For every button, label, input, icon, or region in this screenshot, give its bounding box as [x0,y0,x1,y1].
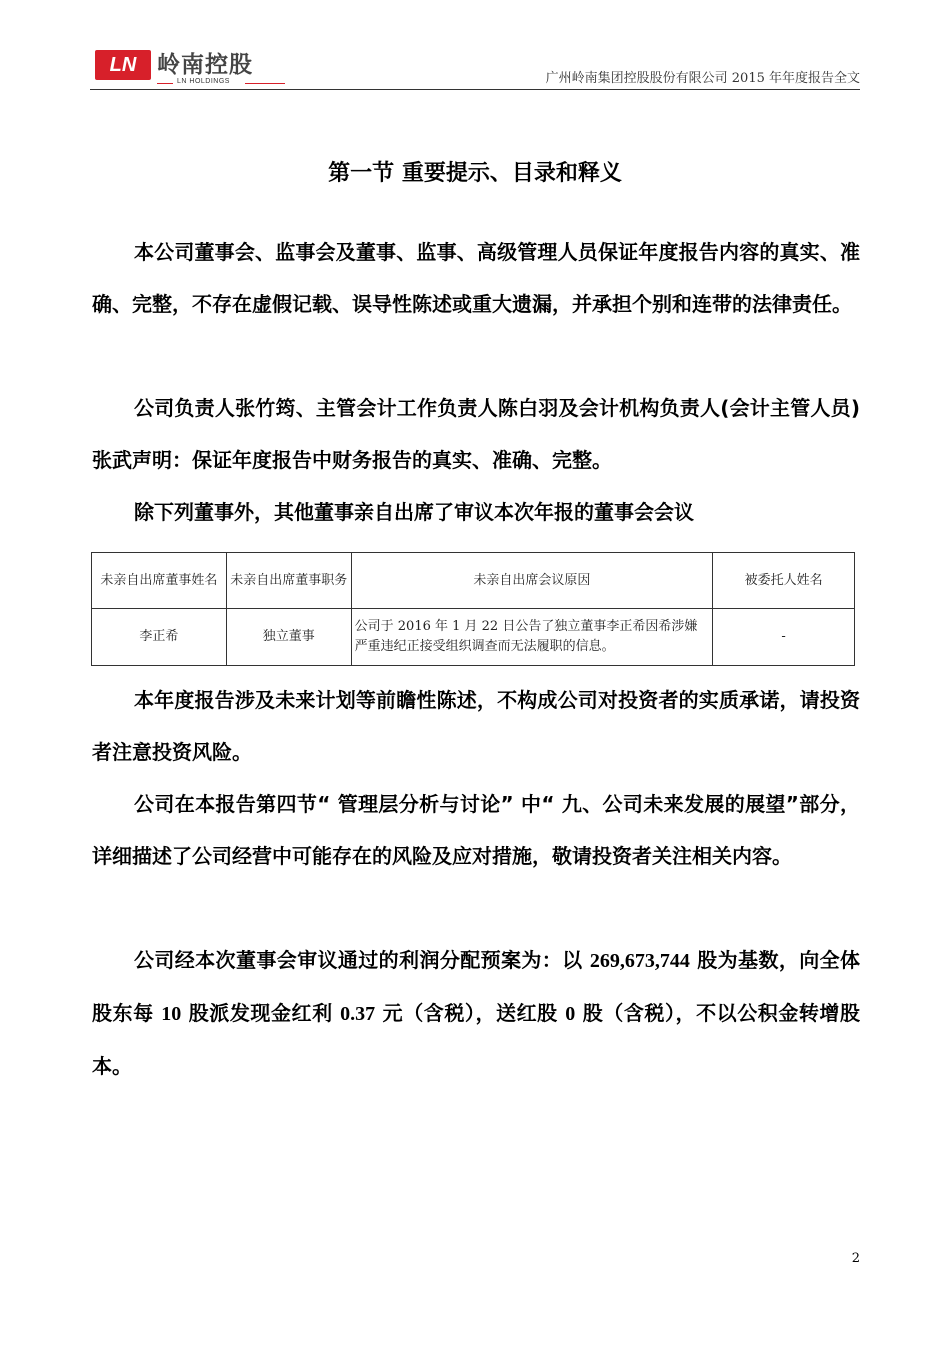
table-header: 未亲自出席董事姓名 [92,553,227,609]
text-fragment: 股为基数，向全体股东每 [92,948,860,1025]
director-position-cell: 独立董事 [226,609,351,666]
document-title: 广州岭南集团控股股份有限公司 2015 年年度报告全文 [545,71,860,86]
header-divider [90,89,860,90]
dividend-amount: 0.37 [340,1003,376,1025]
text-fragment: 股（含税），不以公积金转增股本。 [92,1001,860,1078]
share-base-number: 269,673,744 [589,950,690,972]
table-header: 未亲自出席董事职务 [226,553,351,609]
absent-directors-table [91,552,855,666]
logo-tagline [157,78,272,88]
logo-en: LN HOLDINGS [177,78,230,85]
paragraph-declaration: 公司负责人张竹筠、主管会计工作负责人陈白羽及会计机构负责人(会计主管人员)张武声明：保证年度报告中财务报告的真实、准确、完整。 [92,396,860,472]
table-header: 被委托人姓名 [713,553,855,609]
bonus-shares-number: 0 [565,1003,576,1025]
paragraph-profit-distribution [92,934,860,1092]
paragraph-forward-looking: 本年度报告涉及未来计划等前瞻性陈述，不构成公司对投资者的实质承诺，请投资者注意投资风险。 [92,688,860,764]
paragraph-absent-directors: 除下列董事外，其他董事亲自出席了审议本次年报的董事会会议 [134,500,694,524]
paragraph-responsibility: 本公司董事会、监事会及董事、监事、高级管理人员保证年度报告内容的真实、准确、完整，不存在虚假记载、误导性陈述或重大遗漏，并承担个别和连带的法律责任。 [92,240,860,316]
text-fragment: 元（含税），送红股 [375,1001,566,1025]
director-name-cell: 李正希 [92,609,227,666]
table-header-row [92,553,855,609]
logo-mark: LN [95,50,151,80]
section-title: 第一节 重要提示、目录和释义 [328,161,622,186]
logo-name: 岭南控股 [157,52,253,78]
page-number: 2 [851,1251,860,1266]
per-shares-number: 10 [161,1003,182,1025]
text-fragment: 股派发现金红利 [181,1001,341,1025]
absence-reason-cell: 公司于 2016 年 1 月 22 日公告了独立董事李正希因希涉嫌严重违纪正接受组织调查而无法履职的信息。 [351,609,713,666]
proxy-name-cell: - [713,609,855,666]
table-row [92,609,855,666]
table-header: 未亲自出席会议原因 [351,553,713,609]
paragraph-risk-reference: 公司在本报告第四节“ 管理层分析与讨论” 中“ 九、公司未来发展的展望”部分，详细描述了公司经营中可能存在的风险及应对措施，敬请投资者关注相关内容。 [92,792,860,868]
text-fragment: 公司经本次董事会审议通过的利润分配预案为：以 [134,948,590,972]
company-logo [95,46,295,90]
